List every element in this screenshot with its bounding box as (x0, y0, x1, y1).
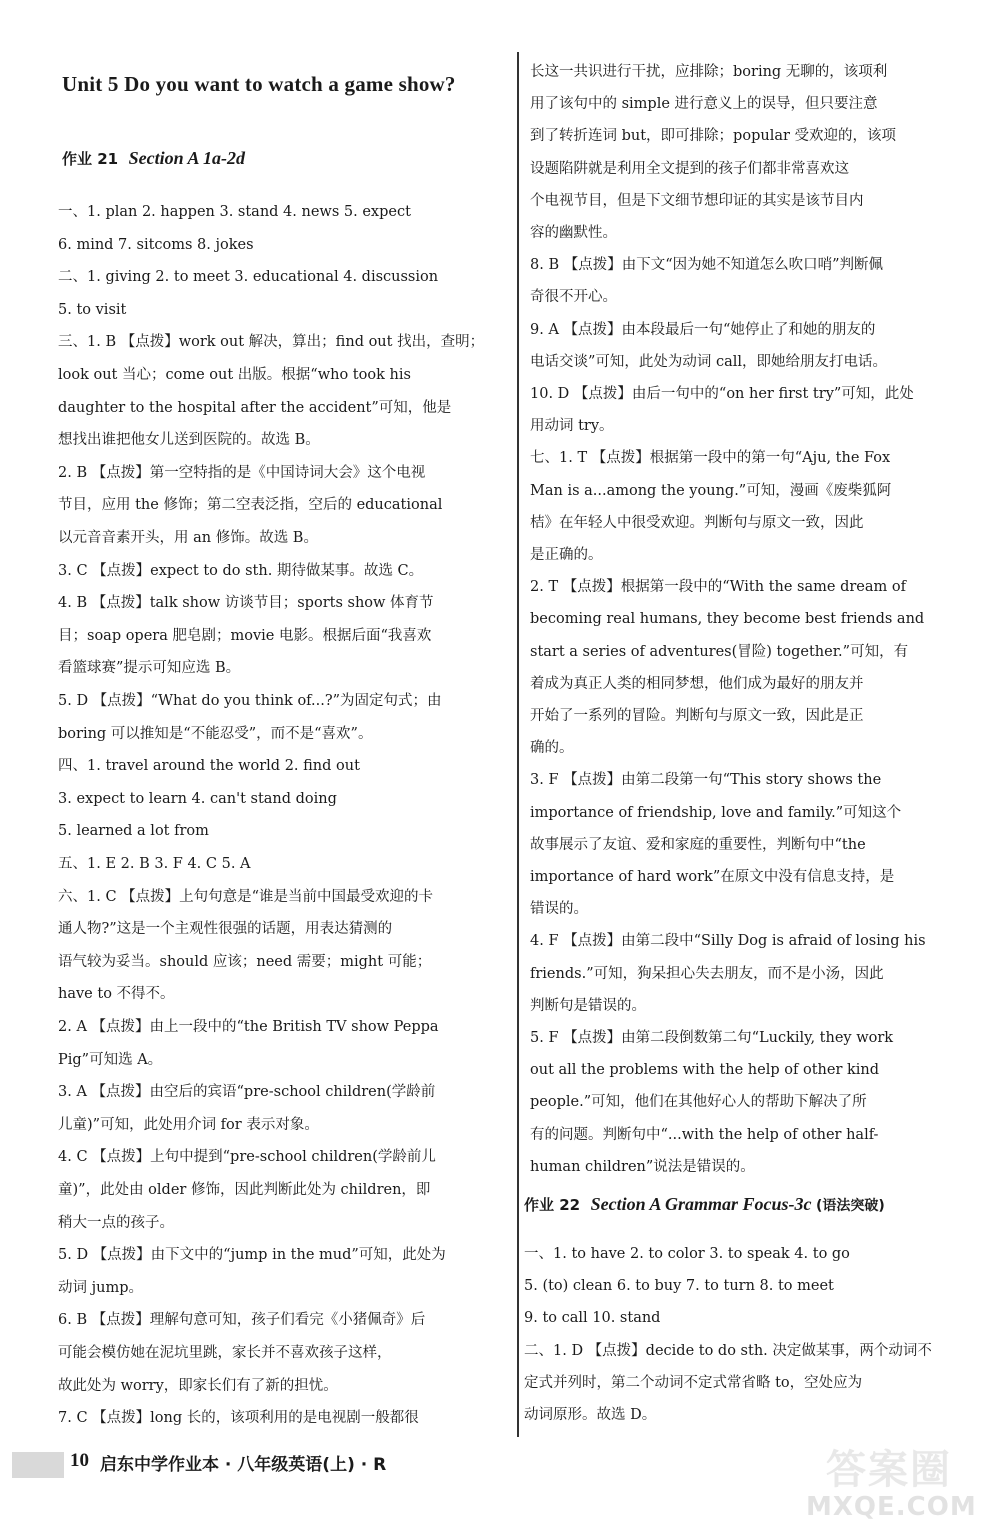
column-divider (517, 52, 519, 1437)
answer-line: Man is a...among the young.”可知，漫画《废柴狐阿 (530, 482, 892, 499)
answer-line: 4. B 【点拨】talk show 访谈节目；sports show 体育节 (58, 595, 434, 612)
answer-line: out all the problems with the help of other kind (530, 1062, 880, 1079)
answer-line: 动词原形。故选 D。 (524, 1407, 657, 1423)
answer-line: 着成为真正人类的相同梦想，他们成为最好的朋友并 (530, 675, 864, 692)
answer-line: 4. F 【点拨】由第二段中“Silly Dog is afraid of losing his (530, 933, 926, 950)
answer-line: 二、1. giving 2. to meet 3. educational 4. discussion (58, 269, 439, 286)
homework-21-heading (62, 148, 245, 169)
answer-line: friends.”可知，狗呆担心失去朋友，而不是小汤，因此 (530, 965, 884, 982)
answer-line: 用动词 try。 (530, 418, 614, 435)
answer-line: 六、1. C 【点拨】上句句意是“谁是当前中国最受欢迎的卡 (58, 888, 434, 905)
answer-line: 9. A 【点拨】由本段最后一句“她停止了和她的朋友的 (530, 321, 876, 338)
answer-line: 开始了一系列的冒险。判断句与原文一致，因此是正 (530, 708, 864, 724)
answer-line: 7. C 【点拨】long 长的，该项利用的是电视剧一般都很 (58, 1410, 419, 1427)
answer-line: 语气较为妥当。should 应该；need 需要；might 可能； (58, 953, 432, 970)
answer-line: 9. to call 10. stand (524, 1310, 661, 1327)
answer-line: daughter to the hospital after the accident”可知，他是 (58, 399, 452, 416)
answer-line: 个电视节目，但是下文细节想印证的其实是该节目内 (530, 192, 864, 209)
answer-line: 目；soap opera 肥皂剧；movie 电影。根据后面“我喜欢 (58, 627, 432, 644)
answer-line: 七、1. T 【点拨】根据第一段中的第一句“Aju, the Fox (530, 450, 891, 467)
answer-line: 儿童)”可知，此处用介词 for 表示对象。 (58, 1116, 319, 1133)
answer-line: human children”说法是错误的。 (530, 1158, 755, 1175)
answer-line: 4. C 【点拨】上句中提到“pre-school children(学龄前儿 (58, 1149, 436, 1166)
answer-line: 五、1. E 2. B 3. F 4. C 5. A (58, 856, 251, 872)
answer-line: 判断句是错误的。 (530, 997, 646, 1014)
answer-line: 3. C 【点拨】expect to do sth. 期待做某事。故选 C。 (58, 562, 424, 579)
answer-line: 确的。 (530, 740, 574, 757)
answer-line: 动词 jump。 (58, 1279, 143, 1296)
answer-line: 有的问题。判断句中“...with the help of other half- (530, 1126, 879, 1143)
watermark-url: MXQE.COM (806, 1492, 977, 1522)
answer-line: 2. T 【点拨】根据第一段中的“With the same dream of (530, 579, 906, 596)
answer-line: 用了该句中的 simple 进行意义上的误导，但只要注意 (530, 96, 878, 113)
answer-line: start a series of adventures(冒险) together.”可知，有 (530, 643, 909, 660)
homework-22-subtitle: (语法突破) (815, 1198, 885, 1214)
answer-line: 3. expect to learn 4. can't stand doing (58, 790, 337, 807)
answer-line: 童)”，此处由 older 修饰，因此判断此处为 children，即 (58, 1182, 431, 1198)
homework-21-title: Section A 1a-2d (128, 148, 245, 168)
answer-line: 3. A 【点拨】由空后的宾语“pre-school children(学龄前 (58, 1084, 436, 1101)
answer-line: 二、1. D 【点拨】decide to do sth. 决定做某事，两个动词不 (524, 1342, 932, 1359)
answer-line: Pig”可知选 A。 (58, 1051, 163, 1068)
footer-title: 启东中学作业本 · 八年级英语(上) · R (100, 1455, 387, 1475)
answer-line: 设题陷阱就是利用全文提到的孩子们都非常喜欢这 (530, 160, 849, 177)
answer-line: 5. to visit (58, 301, 127, 318)
answer-line: 5. F 【点拨】由第二段倒数第二句“Luckily, they work (530, 1030, 894, 1046)
answer-line: 看篮球赛”提示可知应选 B。 (58, 660, 241, 677)
answer-line: 5. D 【点拨】由下文中的“jump in the mud”可知，此处为 (58, 1247, 446, 1264)
answer-line: importance of hard work”在原文中没有信息支持，是 (530, 869, 895, 885)
answer-line: 10. D 【点拨】由后一句中的“on her first try”可知，此处 (530, 386, 914, 402)
homework-22-heading (524, 1194, 885, 1215)
answer-line: 到了转折连词 but，即可排除；popular 受欢迎的，该项 (530, 128, 897, 145)
answer-line: 想找出谁把他女儿送到医院的。故选 B。 (58, 432, 320, 449)
answer-line: 5. D 【点拨】“What do you think of...?”为固定句式；由 (58, 693, 442, 709)
answer-line: 节目，应用 the 修饰；第二空表泛指，空后的 educational (58, 497, 443, 514)
answer-line: 一、1. to have 2. to color 3. to speak 4. to go (524, 1246, 850, 1262)
page-number: 10 (70, 1450, 89, 1471)
answer-line: 8. B 【点拨】由下文“因为她不知道怎么吹口哨”判断佩 (530, 257, 884, 274)
answer-line: 四、1. travel around the world 2. find out (58, 758, 360, 775)
answer-line: importance of friendship, love and family.”可知这个 (530, 804, 902, 821)
answer-line: 5. (to) clean 6. to buy 7. to turn 8. to meet (524, 1278, 834, 1295)
answer-line: 容的幽默性。 (530, 225, 617, 241)
answer-line: becoming real humans, they become best friends and (530, 611, 925, 628)
unit-title: Unit 5 Do you want to watch a game show? (62, 72, 456, 96)
answer-line: 电话交谈”可知，此处为动词 call，即她给朋友打电话。 (530, 353, 888, 370)
answer-line: 桔》在年轻人中很受欢迎。判断句与原文一致，因此 (530, 514, 864, 531)
answer-line: people.”可知，他们在其他好心人的帮助下解决了所 (530, 1094, 867, 1111)
answer-line: 2. B 【点拨】第一空特指的是《中国诗词大会》这个电视 (58, 464, 426, 481)
answer-line: 长这一共识进行干扰，应排除；boring 无聊的，该项利 (530, 64, 888, 80)
answer-line: 三、1. B 【点拨】work out 解决，算出；find out 找出，查明； (58, 334, 485, 351)
footer-bar (12, 1452, 64, 1478)
homework-21-tag: 作业 21 (62, 150, 119, 168)
answer-line: 6. B 【点拨】理解句意可知，孩子们看完《小猪佩奇》后 (58, 1312, 426, 1329)
answer-line: 定式并列时，第二个动词不定式常省略 to，空处应为 (524, 1374, 863, 1391)
answer-line: 3. F 【点拨】由第二段第一句“This story shows the (530, 772, 882, 789)
answer-line: 稍大一点的孩子。 (58, 1214, 174, 1231)
answer-line: 故此处为 worry，即家长们有了新的担忧。 (58, 1377, 338, 1394)
answer-line: 6. mind 7. sitcoms 8. jokes (58, 236, 254, 253)
answer-line: boring 可以推知是“不能忍受”，而不是“喜欢”。 (58, 725, 373, 742)
homework-22-title: Section A Grammar Focus-3c (590, 1194, 812, 1214)
answer-line: 可能会模仿她在泥坑里跳，家长并不喜欢孩子这样， (58, 1345, 392, 1361)
answer-line: 是正确的。 (530, 547, 603, 563)
answer-line: 故事展示了友谊、爱和家庭的重要性，判断句中“the (530, 836, 866, 853)
answer-line: have to 不得不。 (58, 986, 175, 1003)
answer-line: 5. learned a lot from (58, 823, 209, 840)
answer-line: 通人物?”这是一个主观性很强的话题，用表达猜测的 (58, 921, 393, 938)
answer-line: look out 当心；come out 出版。根据“who took his (58, 367, 411, 383)
answer-line: 2. A 【点拨】由上一段中的“the British TV show Peppa (58, 1019, 439, 1035)
watermark-logo: 答案圈 (826, 1447, 952, 1493)
homework-22-tag: 作业 22 (524, 1196, 581, 1214)
answer-line: 一、1. plan 2. happen 3. stand 4. news 5. expect (58, 204, 411, 220)
answer-line: 以元音音素开头，用 an 修饰。故选 B。 (58, 530, 318, 546)
answer-line: 错误的。 (530, 901, 588, 918)
answer-line: 奇很不开心。 (530, 289, 617, 306)
